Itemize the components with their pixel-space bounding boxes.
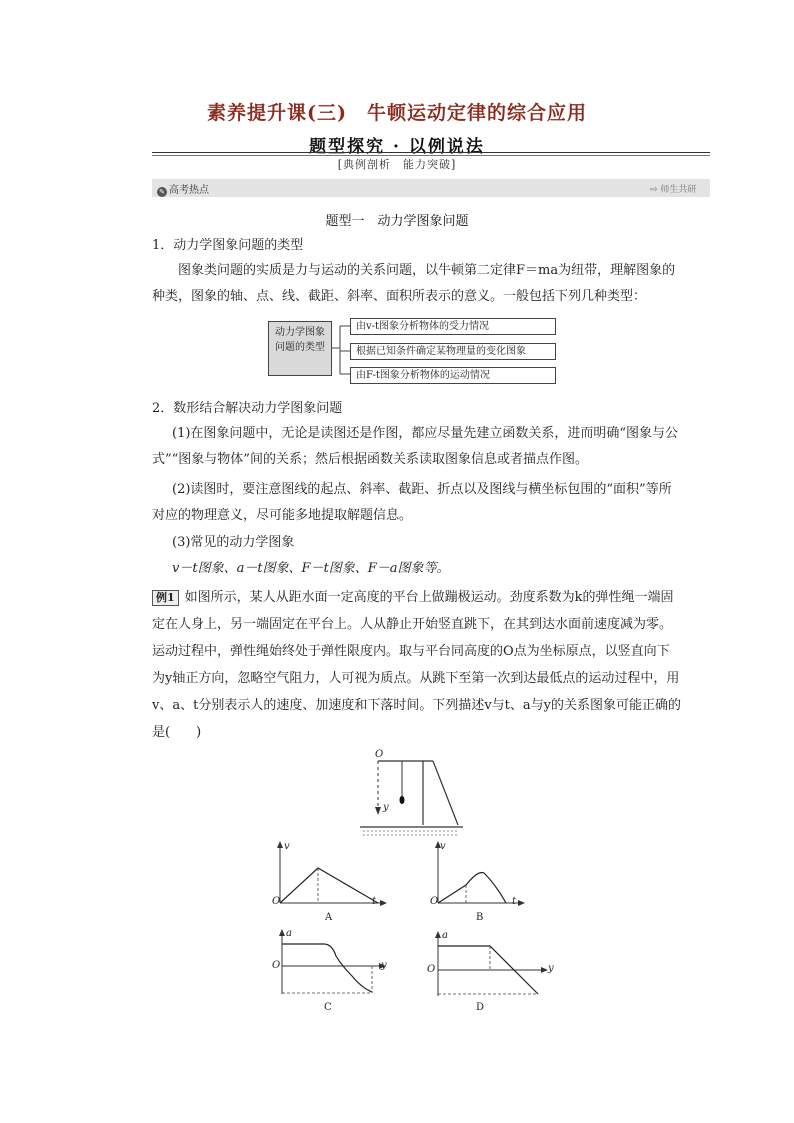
topic-band xyxy=(152,179,710,197)
diagram-item-2: 根据已知条件确定某物理量的变化图象 xyxy=(350,343,556,360)
p2-item-4: v－t图象、a－t图象、F－t图象、F－a图象等。 xyxy=(172,561,450,576)
diagram-item-3: 由F-t图象分析物体的运动情况 xyxy=(350,367,556,384)
section-heading: 题型一 动力学图象问题 xyxy=(325,214,469,229)
diagram-item-1: 由v-t图象分析物体的受力情况 xyxy=(350,318,556,335)
section-subsubtitle: [典例剖析 能力突破] xyxy=(337,158,457,171)
graph-b-label: B xyxy=(476,912,484,923)
graph-a-x-label: t xyxy=(372,896,377,907)
scene-origin: O xyxy=(375,749,384,760)
band-left-label: 高考热点 xyxy=(169,185,209,196)
bungee-scene xyxy=(355,745,470,840)
page-title: 素养提升课(三) 牛顿运动定律的综合应用 xyxy=(207,102,587,124)
p2-item-1: (1)在图象问题中，无论是读图还是作图，都应尽量先建立函数关系，进而明确“图象与公式”“图象与物体”间的关系；然后根据函数关系读取图象信息或者描点作图。 xyxy=(152,426,679,467)
p2-item-2: (2)读图时，要注意图线的起点、斜率、截距、折点以及图线与横坐标包围的“面积”等所对应的物理意义，尽可能多地提取解题信息。 xyxy=(152,482,672,523)
graph-c xyxy=(276,928,396,998)
scene-axis-y: y xyxy=(383,802,389,813)
graph-d-x-label: y xyxy=(548,963,554,974)
pen-icon: ✎ xyxy=(157,187,167,197)
graph-c-y-label: a xyxy=(286,928,292,939)
band-right-label: ⇨ 师生共研 xyxy=(650,185,697,195)
example-tag: 例1 xyxy=(152,590,179,606)
graph-c-label: C xyxy=(324,1002,332,1013)
graph-d xyxy=(434,930,554,1000)
graph-d-y-label: a xyxy=(442,930,448,941)
diagram-connectors xyxy=(332,320,352,380)
diagram-main-box: 动力学图象问题的类型 xyxy=(268,321,332,376)
graph-a-y-label: v xyxy=(284,841,290,852)
section-subtitle: 题型探究 · 以例说法 xyxy=(309,137,485,157)
graph-d-origin: O xyxy=(427,964,436,975)
graph-a-origin: O xyxy=(272,896,281,907)
graph-b-x-label: t xyxy=(512,896,517,907)
example-1 xyxy=(152,584,682,746)
p1-text: 图象类问题的实质是力与运动的关系问题，以牛顿第二定律F＝ma为纽带，理解图象的种类，图象的轴、点、线、截距、斜率、面积所表示的意义。一般包括下列几种类型： xyxy=(152,263,676,304)
title-rule xyxy=(152,152,710,153)
example-text: 如图所示，某人从距水面一定高度的平台上做蹦极运动。劲度系数为k的弹性绳一端固定在人身上，另一端固定在平台上。人从静止开始竖直跳下，在其到达水面前速度减为零。运动过程中，弹性绳始终处于弹性限度内。取与平台同高度的O点为坐标原点，以竖直向下为y轴正方向，忽略空气阻力，人可视为质点。从跳下至第一次到达最低点的运动过程中，用v、a、t分别表示人的速度、加速度和下落时间。下列描述v与t、a与y的关系图象可能正确的是( ) xyxy=(152,590,681,740)
graph-c-x-label: y xyxy=(381,960,387,971)
band-left xyxy=(157,181,209,197)
p2-title: 2．数形结合解决动力学图象问题 xyxy=(152,401,343,416)
p2-item-3: (3)常见的动力学图象 xyxy=(172,535,295,550)
p1-title: 1．动力学图象问题的类型 xyxy=(152,238,304,253)
graph-a-label: A xyxy=(325,912,333,923)
graph-b-origin: O xyxy=(430,896,439,907)
graph-b-y-label: v xyxy=(440,841,446,852)
graph-c-origin: O xyxy=(272,960,281,971)
graph-d-label: D xyxy=(476,1002,485,1013)
